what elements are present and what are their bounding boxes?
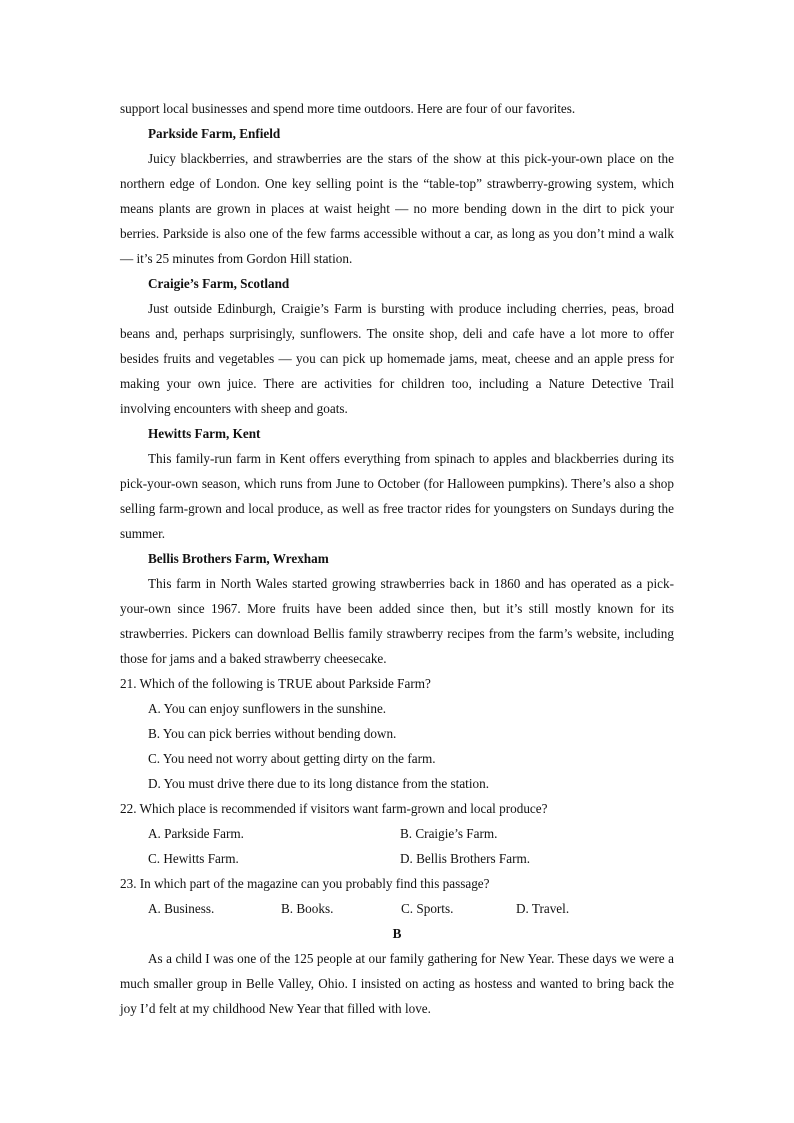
question-23-option-d: D. Travel. <box>516 901 570 916</box>
question-21-option-d: D. You must drive there due to its long distance from the station. <box>148 776 489 791</box>
question-21-option-b: B. You can pick berries without bending down. <box>148 726 397 741</box>
question-22-option-b: B. Craigie’s Farm. <box>400 826 498 841</box>
farm-text-bellis: This farm in North Wales started growing strawberries back in 1860 and has operated as a pick-your-own since 1967. More fruits have been added since then, but it’s still mostly known for its strawberries. Pickers can download Bellis family strawberry recipes from the farm’s website, including those for jams and a baked strawberry cheesecake. <box>120 576 674 666</box>
intro-tail: support local businesses and spend more time outdoors. Here are four of our favorites. <box>120 101 576 116</box>
question-22-option-d: D. Bellis Brothers Farm. <box>400 851 531 866</box>
document-page <box>120 96 674 1021</box>
question-23-option-b: B. Books. <box>281 901 334 916</box>
farm-text-hewitts: This family-run farm in Kent offers everything from spinach to apples and blackberries during its pick-your-own season, which runs from June to October (for Halloween pumpkins). There’s also a shop selling farm-grown and local produce, as well as free tractor rides for youngsters on Sundays during the summer. <box>120 451 674 541</box>
farm-title-parkside: Parkside Farm, Enfield <box>148 126 281 141</box>
question-21-option-c: C. You need not worry about getting dirty on the farm. <box>148 751 436 766</box>
farm-title-bellis: Bellis Brothers Farm, Wrexham <box>148 551 329 566</box>
farm-title-hewitts: Hewitts Farm, Kent <box>148 426 261 441</box>
question-22-option-c: C. Hewitts Farm. <box>148 851 239 866</box>
farm-text-craigies: Just outside Edinburgh, Craigie’s Farm is bursting with produce including cherries, peas, broad beans and, perhaps surprisingly, sunflowers. The onsite shop, deli and cafe have a lot more to offer besides fruits and vegetables — you can pick up homemade jams, meat, cheese and an apple press for making your own juice. There are activities for children too, including a Nature Detective Trail involving encounters with sheep and goats. <box>120 301 674 416</box>
question-22-option-a: A. Parkside Farm. <box>148 826 244 841</box>
question-23-options-row <box>120 896 674 921</box>
question-21-stem: 21. Which of the following is TRUE about Parkside Farm? <box>120 676 431 691</box>
farm-text-parkside: Juicy blackberries, and strawberries are the stars of the show at this pick-your-own place on the northern edge of London. One key selling point is the “table-top” strawberry-growing system, which means plants are grown in places at waist height — no more bending down in the dirt to pick your berries. Parkside is also one of the few farms accessible without a car, as long as you don’t mind a walk — it’s 25 minutes from Gordon Hill station. <box>120 151 674 266</box>
question-22-options-row-2 <box>120 846 674 871</box>
question-22-options-row-1 <box>120 821 674 846</box>
section-b-heading: B <box>392 926 402 941</box>
question-23-option-a: A. Business. <box>148 901 215 916</box>
farm-title-craigies: Craigie’s Farm, Scotland <box>148 276 290 291</box>
passage-b-text: As a child I was one of the 125 people at our family gathering for New Year. These days we were a much smaller group in Belle Valley, Ohio. I insisted on acting as hostess and wanted to bring back the joy I’d felt at my childhood New Year that filled with love. <box>120 951 674 1016</box>
question-23-option-c: C. Sports. <box>401 901 454 916</box>
question-23-stem: 23. In which part of the magazine can you probably find this passage? <box>120 876 490 891</box>
question-22-stem: 22. Which place is recommended if visitors want farm-grown and local produce? <box>120 801 548 816</box>
question-21-option-a: A. You can enjoy sunflowers in the sunshine. <box>148 701 387 716</box>
